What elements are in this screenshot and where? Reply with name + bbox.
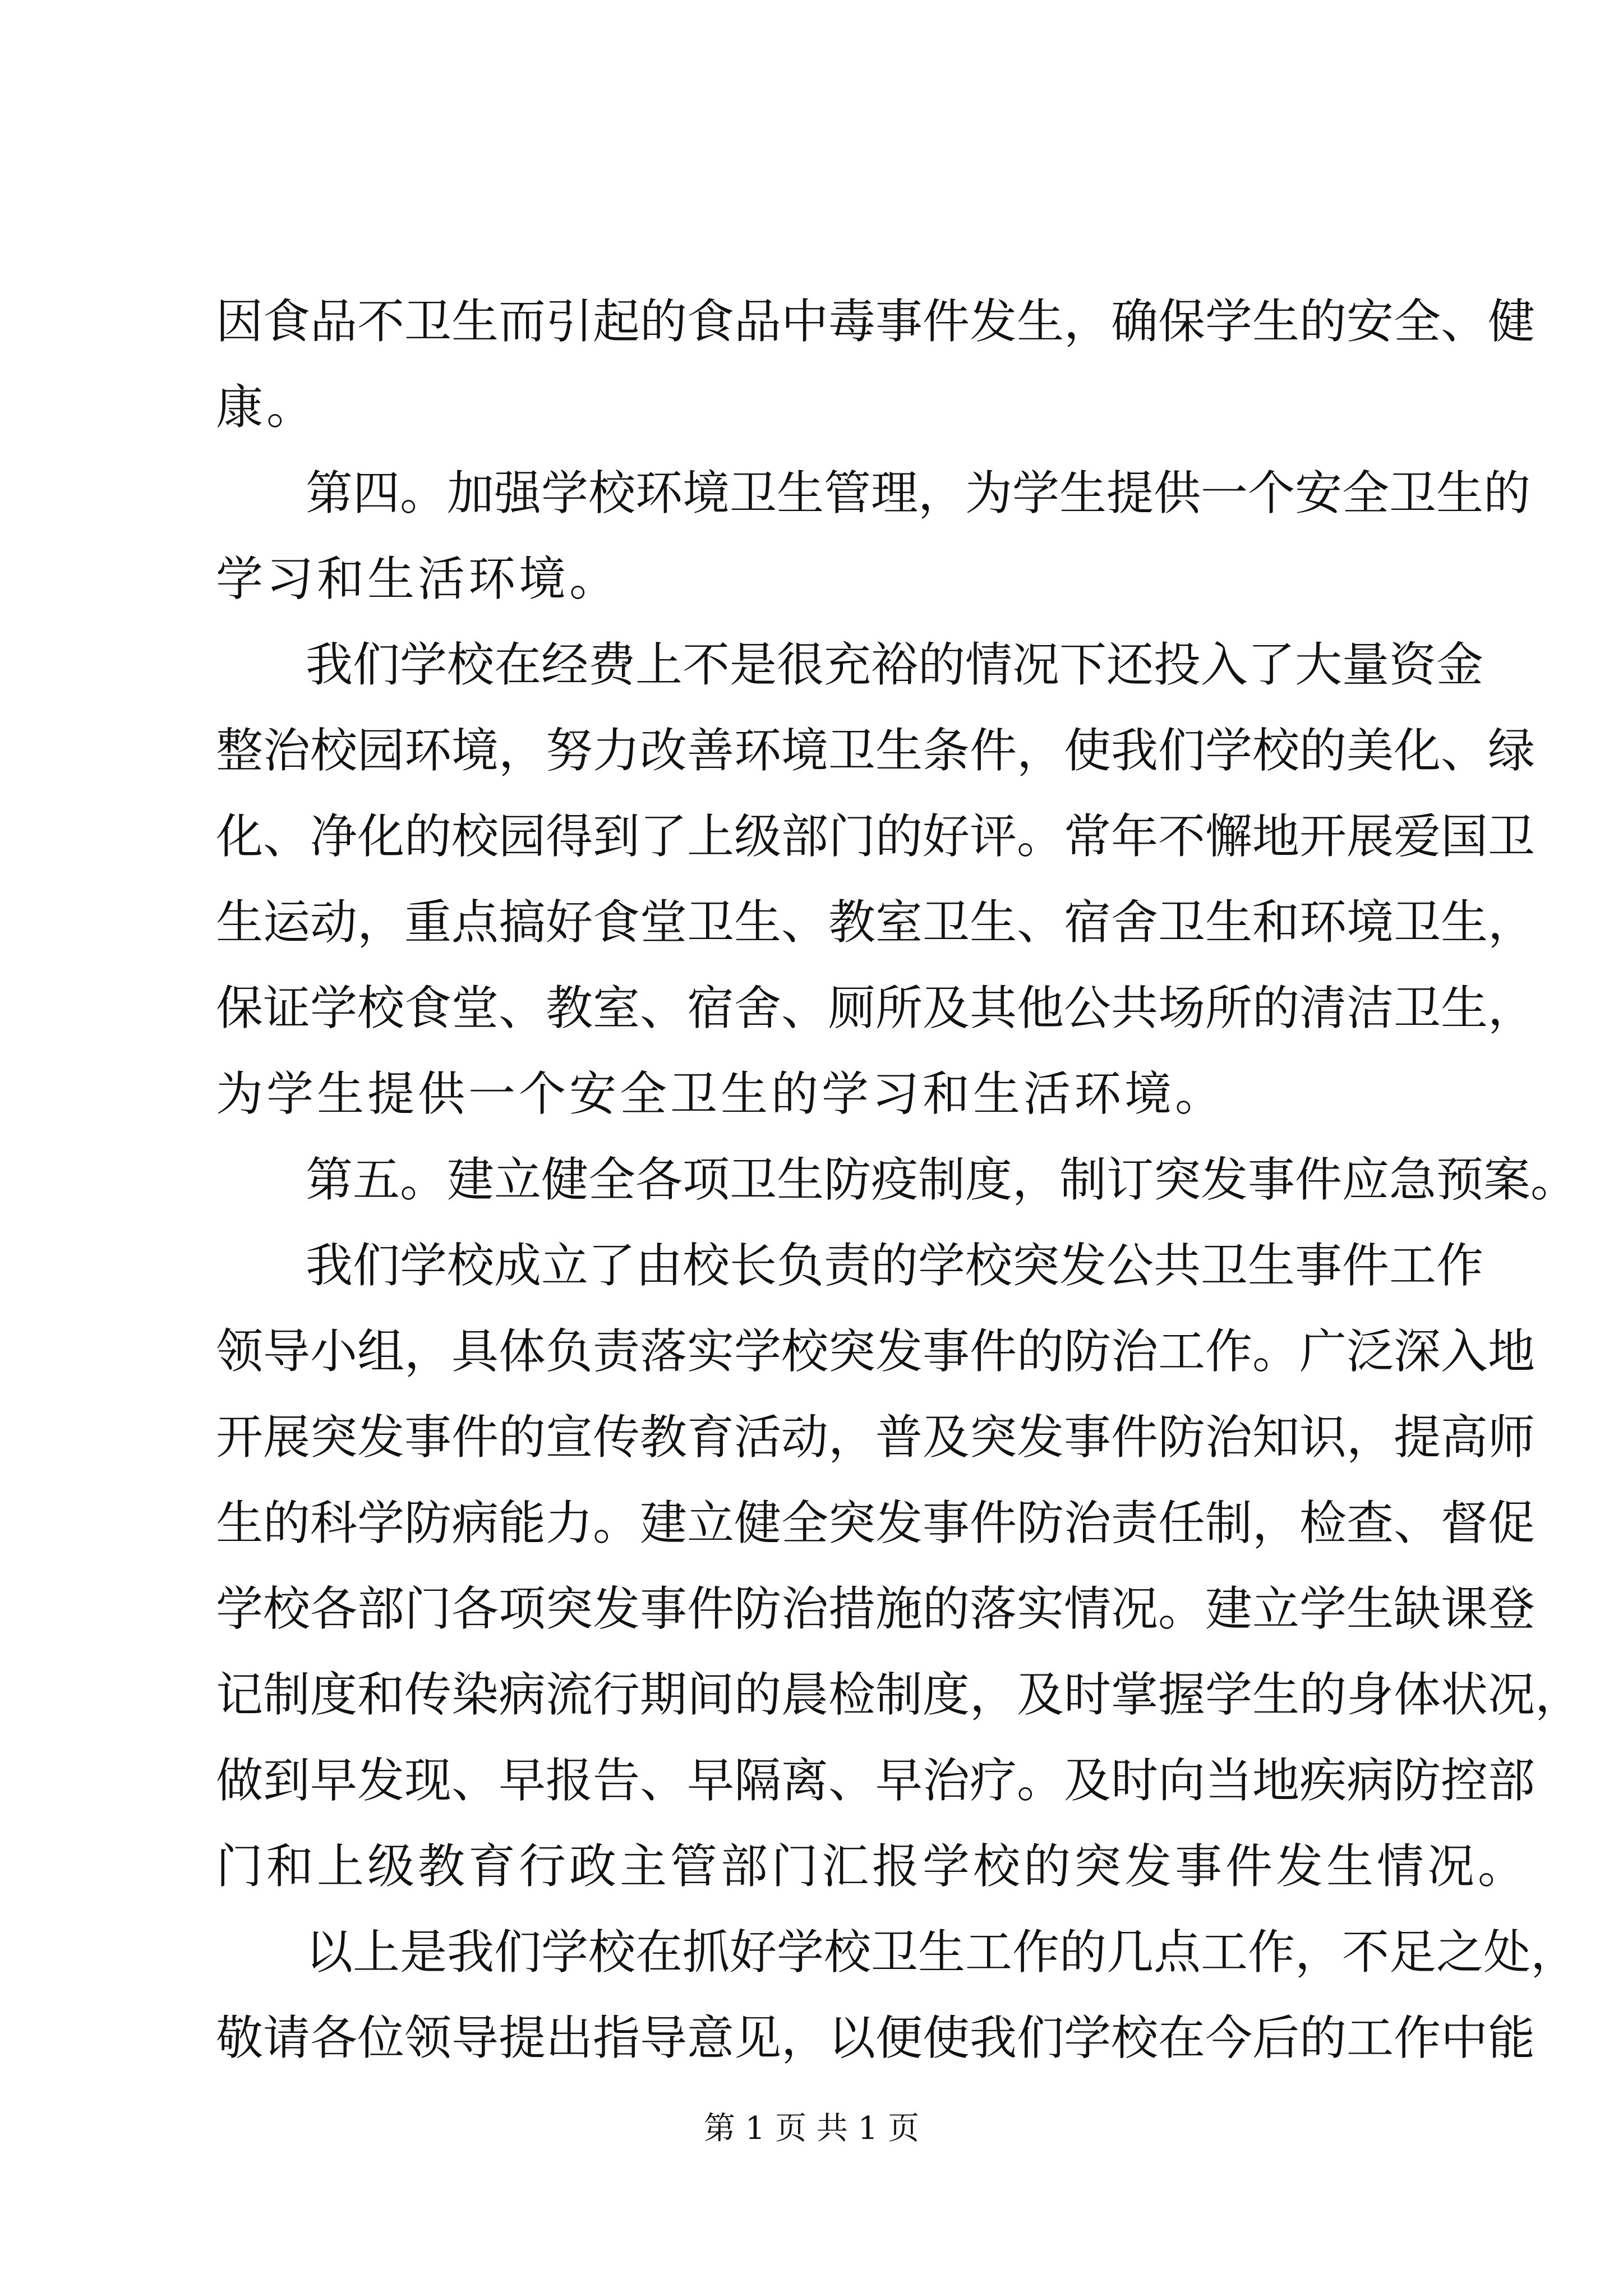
- text-line: 开展突发事件的宣传教育活动，普及突发事件防治知识，提高师: [216, 1410, 1536, 1465]
- section-heading-line: 第五。建立健全各项卫生防疫制度，制订突发事件应急预案。: [306, 1152, 1578, 1207]
- text-line: 康。: [216, 380, 317, 435]
- text-line: 化、净化的校园得到了上级部门的好评。常年不懈地开展爱国卫: [216, 809, 1536, 864]
- text-line: 整治校园环境，努力改善环境卫生条件，使我们学校的美化、绿: [216, 723, 1536, 778]
- text-line: 领导小组，具体负责落实学校突发事件的防治工作。广泛深入地: [216, 1324, 1536, 1379]
- text-line: 生运动，重点搞好食堂卫生、教室卫生、宿舍卫生和环境卫生，: [216, 895, 1536, 950]
- text-line: 记制度和传染病流行期间的晨检制度，及时掌握学生的身体状况，: [216, 1667, 1583, 1722]
- section-heading-line: 第四。加强学校环境卫生管理，为学生提供一个安全卫生的: [306, 466, 1531, 521]
- text-line: 敬请各位领导提出指导意见，以便使我们学校在今后的工作中能: [216, 2010, 1536, 2065]
- page-number-footer: 第 1 页 共 1 页: [703, 2110, 920, 2147]
- paragraph-start-line: 我们学校成立了由校长负责的学校突发公共卫生事件工作: [306, 1238, 1484, 1293]
- text-line: 因食品不卫生而引起的食品中毒事件发生，确保学生的安全、健: [216, 294, 1536, 349]
- text-line: 门和上级教育行政主管部门汇报学校的突发事件发生情况。: [216, 1839, 1529, 1894]
- paragraph-start-line: 我们学校在经费上不是很充裕的情况下还投入了大量资金: [306, 637, 1484, 692]
- document-body: [216, 292, 1583, 2094]
- text-line: 生的科学防病能力。建立健全突发事件防治责任制，检查、督促: [216, 1496, 1536, 1550]
- text-line: 为学生提供一个安全卫生的学习和生活环境。: [216, 1066, 1226, 1121]
- text-line: 保证学校食堂、教室、宿舍、厕所及其他公共场所的清洁卫生，: [216, 981, 1536, 1036]
- text-line: 学校各部门各项突发事件防治措施的落实情况。建立学生缺课登: [216, 1581, 1536, 1636]
- text-line: 学习和生活环境。: [216, 551, 620, 606]
- paragraph-start-line: 以上是我们学校在抓好学校卫生工作的几点工作，不足之处，: [306, 1925, 1578, 1980]
- text-line: 做到早发现、早报告、早隔离、早治疗。及时向当地疾病防控部: [216, 1753, 1536, 1808]
